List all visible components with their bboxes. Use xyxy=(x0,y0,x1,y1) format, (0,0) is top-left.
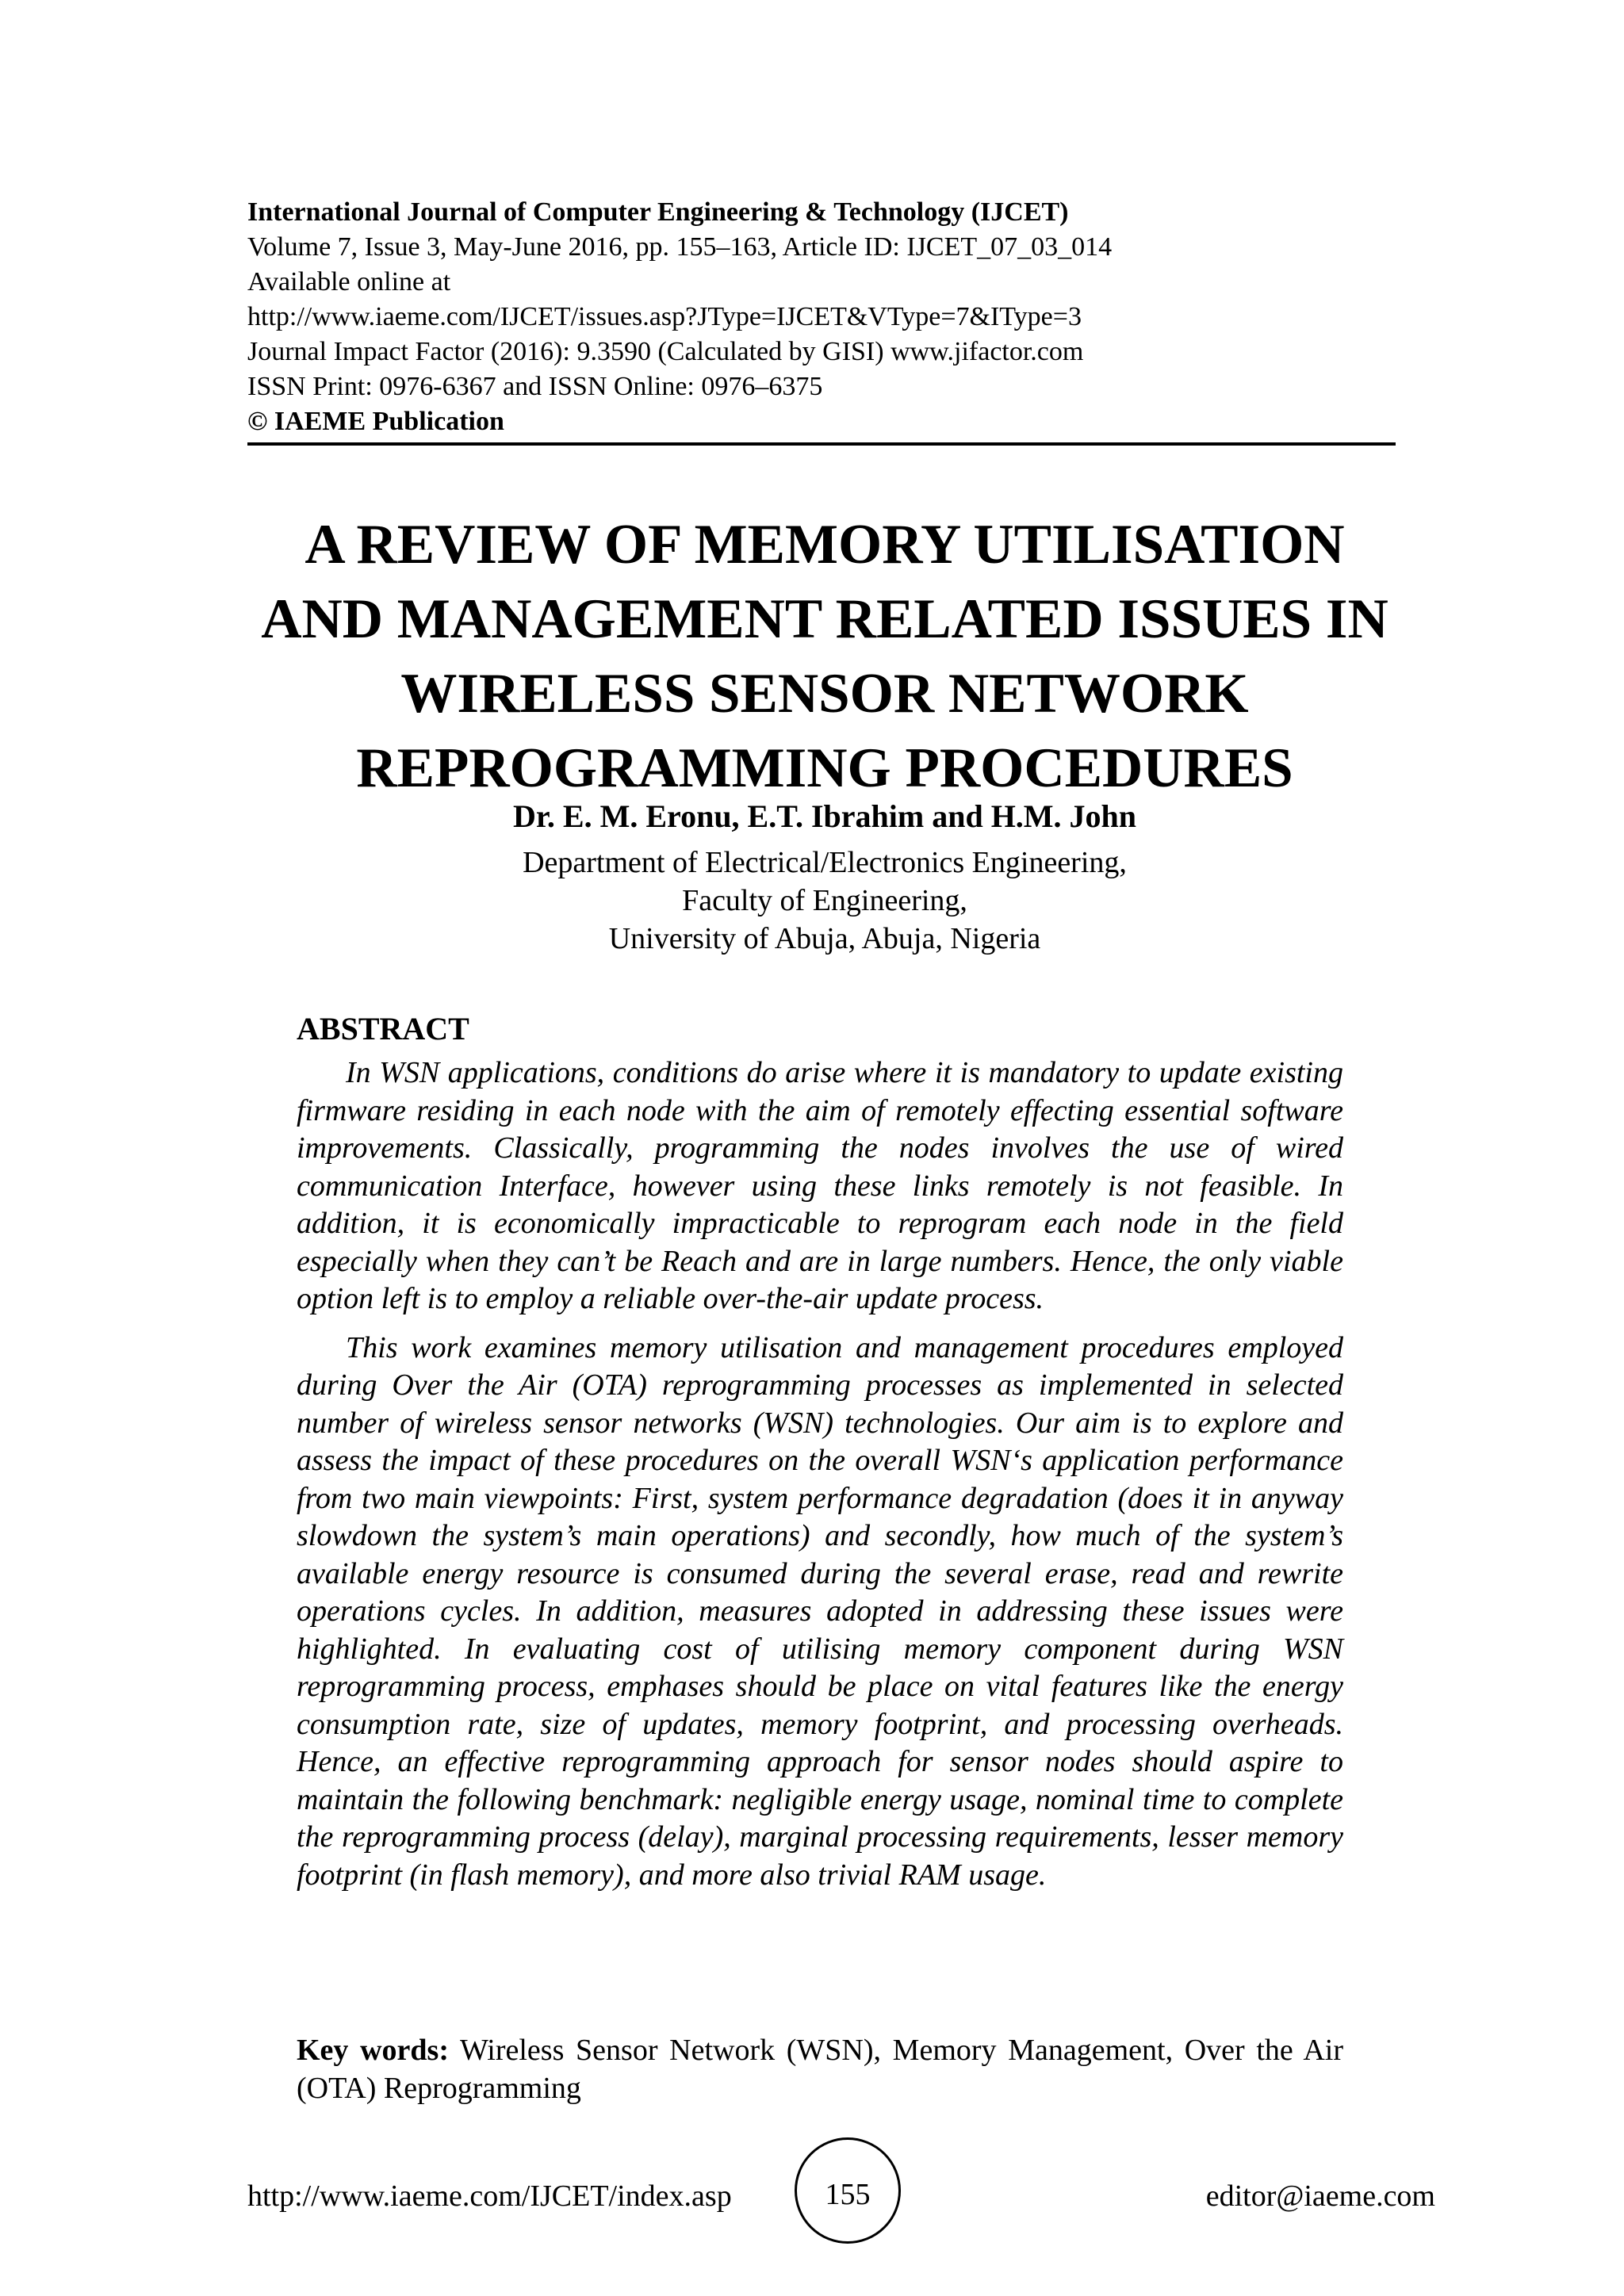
header-divider xyxy=(247,442,1396,446)
impact-factor: Journal Impact Factor (2016): 9.3590 (Calculated by GISI) www.jifactor.com xyxy=(247,337,1084,366)
title-line: REPROGRAMMING PROCEDURES xyxy=(356,737,1293,799)
title-line: A REVIEW OF MEMORY UTILISATION xyxy=(304,514,1345,576)
publisher-copyright: © IAEME Publication xyxy=(247,407,504,436)
abstract-paragraph: In WSN applications, conditions do arise where it is mandatory to update existing firmware residing in each node with the aim of remotely effecting essential software improvements. Classically, programming the nodes involves the use of wired communication Interface, however using these links remotely is not feasible. In addition, it is economically impracticable to reprogram each node in the field especially when they can’t be Reach and are in large numbers. Hence, the only viable option left is to employ a reliable over-the-air update process. xyxy=(297,1056,1343,1315)
issue-url: http://www.iaeme.com/IJCET/issues.asp?JType=IJCET&VType=7&IType=3 xyxy=(247,302,1082,331)
journal-name: International Journal of Computer Engineering & Technology (IJCET) xyxy=(247,197,1069,227)
affiliation-line: Department of Electrical/Electronics Engineering, xyxy=(523,846,1127,879)
page-number: 155 xyxy=(825,2178,871,2211)
abstract-paragraph: This work examines memory utilisation and management procedures employed during Over the Air (OTA) reprogramming processes as implemented in selected number of wireless sensor networks (WSN) technologies. Our aim is to explore and assess the impact of these procedures on the overall WSN‘s application performance from two main viewpoints: First, system performance degradation (does it in anyway slowdown the system’s main operations) and secondly, how much of the system’s available energy resource is consumed during the several erase, read and rewrite operations cycles. In addition, measures adopted in addressing these issues were highlighted. In evaluating cost of utilising memory component during WSN reprogramming process, emphases should be place on vital features like the energy consumption rate, size of updates, memory footprint, and processing overheads. Hence, an effective reprogramming approach for sensor nodes should aspire to maintain the following benchmark: negligible energy usage, nominal time to complete the reprogramming process (delay), marginal processing requirements, lesser memory footprint (in flash memory), and more also trivial RAM usage. xyxy=(297,1330,1343,1892)
affiliation-line: Faculty of Engineering, xyxy=(682,884,967,917)
title-line: AND MANAGEMENT RELATED ISSUES IN xyxy=(261,588,1388,650)
keywords-label: Key words: xyxy=(297,2034,449,2067)
keywords-section xyxy=(297,2031,1343,2107)
footer-email: editor@iaeme.com xyxy=(1205,2179,1435,2213)
paper-authors: Dr. E. M. Eronu, E.T. Ibrahim and H.M. John xyxy=(512,798,1137,834)
affiliation-line: University of Abuja, Abuja, Nigeria xyxy=(608,922,1041,955)
author-affiliation xyxy=(198,844,1451,958)
footer-url: http://www.iaeme.com/IJCET/index.asp xyxy=(247,2179,732,2213)
abstract-heading: ABSTRACT xyxy=(297,1011,469,1047)
journal-header xyxy=(247,195,1397,439)
volume-info: Volume 7, Issue 3, May-June 2016, pp. 155–163, Article ID: IJCET_07_03_014 xyxy=(247,232,1113,262)
abstract-body xyxy=(297,1054,1343,1905)
keywords-text: Wireless Sensor Network (WSN), Memory Management, Over the Air (OTA) Reprogramming xyxy=(297,2034,1343,2105)
issn-info: ISSN Print: 0976-6367 and ISSN Online: 0976–6375 xyxy=(247,372,823,401)
title-line: WIRELESS SENSOR NETWORK xyxy=(400,663,1249,725)
paper-title xyxy=(198,507,1451,806)
available-online-text: Available online at xyxy=(247,267,451,297)
